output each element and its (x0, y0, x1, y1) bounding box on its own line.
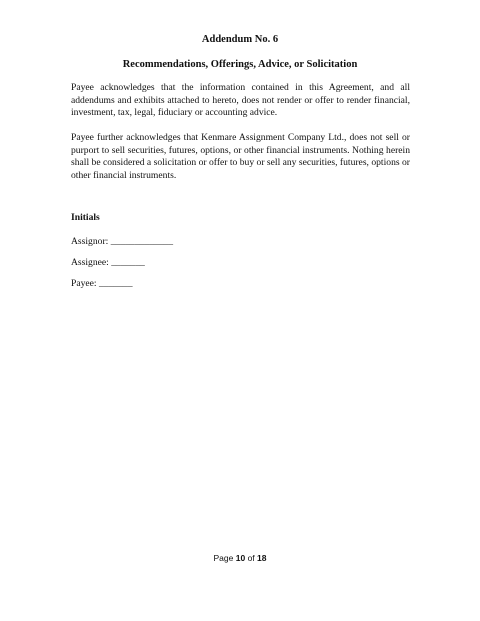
current-page-number: 10 (235, 553, 246, 563)
paragraph-solicitation-disclaimer: Payee further acknowledges that Kenmare Assignment Company Ltd., does not sell or purport to sell securities, futures, options, or other financial instruments. Nothing herein shall be considered a solicitation or offer to buy or sell any securities, futures, options or other financial instruments. (71, 132, 410, 181)
page-word: Page (213, 553, 234, 563)
initials-heading: Initials (71, 212, 100, 223)
document-subtitle: Recommendations, Offerings, Advice, or Solicitation (122, 59, 358, 70)
assignor-initials-line: Assignor: _____________ (71, 236, 174, 247)
paragraph-advice-disclaimer: Payee acknowledges that the information contained in this Agreement, and all addendums and exhibits attached to hereto, does not render or offer to render financial, investment, tax, legal, fiduciary or accounting advice. (71, 82, 410, 118)
assignee-initials-line: Assignee: _______ (71, 257, 145, 268)
payee-initials-line: Payee: _______ (71, 278, 133, 289)
of-word: of (247, 553, 255, 563)
document-title: Addendum No. 6 (201, 34, 279, 45)
total-page-count: 18 (257, 553, 267, 563)
page-number-footer (0, 553, 480, 564)
